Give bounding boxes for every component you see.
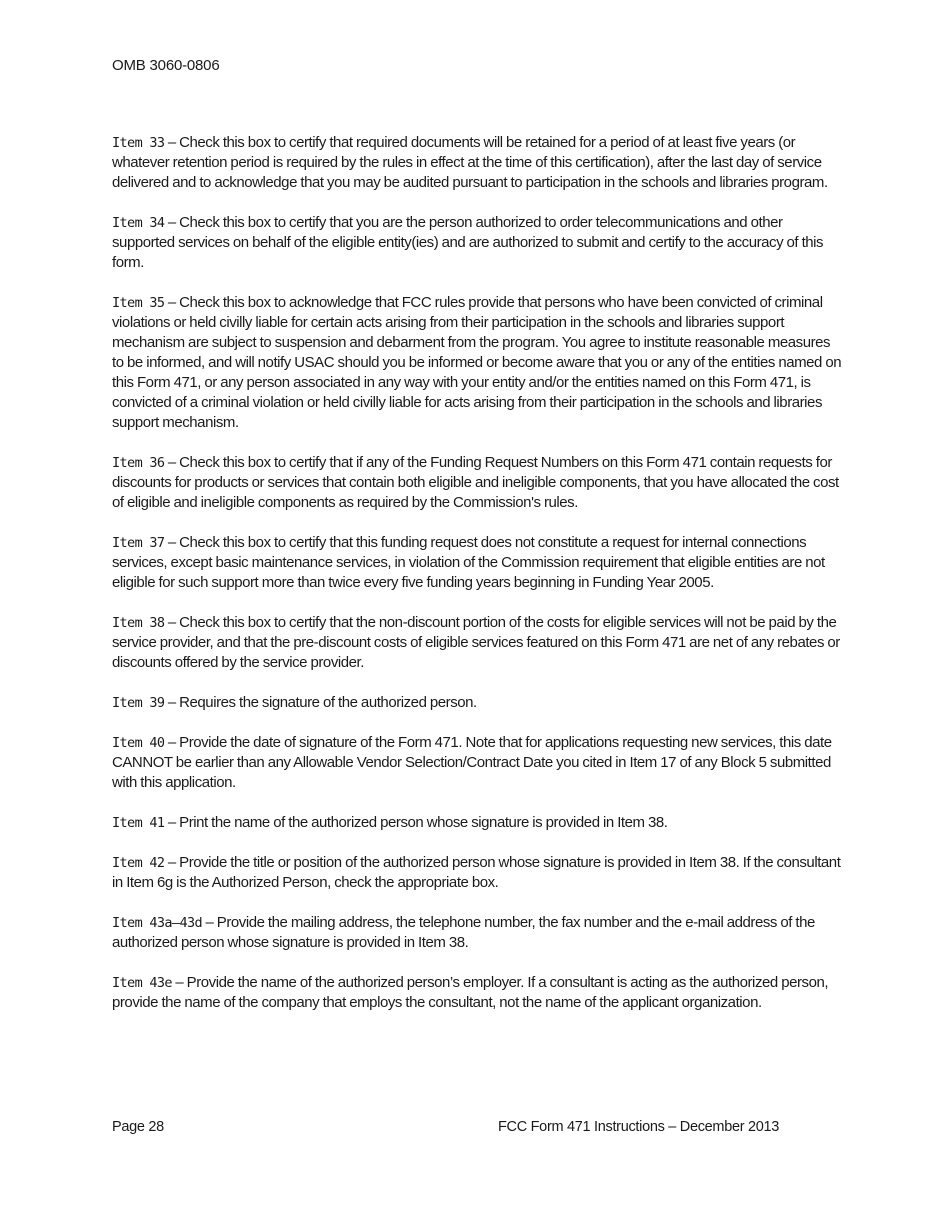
item-42-text: – Provide the title or position of the authorized person whose signature is provided in Item 38. If the consultant in Item 6g is the Authorized Person, check the appropriate box.	[112, 854, 841, 891]
item-43a-43d-text: – Provide the mailing address, the telephone number, the fax number and the e-mail address of the authorized person whose signature is provided in Item 38.	[112, 914, 815, 951]
item-33-paragraph	[112, 133, 842, 193]
item-34-label: Item 34	[112, 215, 165, 231]
item-36-paragraph	[112, 453, 842, 513]
item-36-label: Item 36	[112, 455, 165, 471]
instructions-body	[112, 133, 842, 1033]
item-38-paragraph	[112, 613, 842, 673]
item-39-paragraph	[112, 693, 842, 713]
item-43e-text: – Provide the name of the authorized person’s employer. If a consultant is acting as the authorized person, provide the name of the company that employs the consultant, not the name of the applicant organization.	[112, 974, 829, 1011]
item-42-paragraph	[112, 853, 842, 893]
page-number: Page 28	[112, 1119, 164, 1135]
item-37-text: – Check this box to certify that this funding request does not constitute a request for internal connections services, except basic maintenance services, in violation of the Commission requirement that eligible entities are not eligible for such support more than twice every five funding years beginning in Funding Year 2005.	[112, 534, 825, 591]
item-43e-paragraph	[112, 973, 842, 1013]
item-35-paragraph	[112, 293, 842, 433]
document-title: FCC Form 471 Instructions – December 2013	[498, 1119, 780, 1135]
item-37-label: Item 37	[112, 535, 165, 551]
item-43e-label: Item 43e	[112, 975, 172, 991]
item-34-paragraph	[112, 213, 842, 273]
item-34-text: – Check this box to certify that you are the person authorized to order telecommunications and other supported services on behalf of the eligible entity(ies) and are authorized to submit and certify to the accuracy of this form.	[112, 214, 824, 271]
item-35-text: – Check this box to acknowledge that FCC rules provide that persons who have been convicted of criminal violations or held civilly liable for certain acts arising from their participation in the schools and libraries support mechanism are subject to suspension and debarment from the program. You agree to institute reasonable measures to be informed, and will notify USAC should you be informed or become aware that you or any of the entities named on this Form 471, or any person associated in any way with your entity and/or the entities named on this Form 471, is convicted of a criminal violation or held civilly liable for acts arising from their participation in the schools and libraries support mechanism.	[112, 294, 842, 431]
item-40-paragraph	[112, 733, 842, 793]
item-39-label: Item 39	[112, 695, 165, 711]
item-35-label: Item 35	[112, 295, 165, 311]
item-39-text: – Requires the signature of the authorized person.	[164, 694, 477, 711]
item-40-text: – Provide the date of signature of the Form 471. Note that for applications requesting new services, this date CANNOT be earlier than any Allowable Vendor Selection/Contract Date you cited in Item 17 of any Block 5 submitted with this application.	[112, 734, 832, 791]
item-43a-43d-paragraph	[112, 913, 842, 953]
item-38-text: – Check this box to certify that the non-discount portion of the costs for eligible services will not be paid by the service provider, and that the pre-discount costs of eligible services featured on this Form 471 are net of any rebates or discounts offered by the service provider.	[112, 614, 840, 671]
item-38-label: Item 38	[112, 615, 165, 631]
item-33-text: – Check this box to certify that required documents will be retained for a period of at least five years (or whatever retention period is required by the rules in effect at the time of this certification), after the last day of service delivered and to acknowledge that you may be audited pursuant to participation in the schools and libraries program.	[112, 134, 828, 191]
item-37-paragraph	[112, 533, 842, 593]
item-41-paragraph	[112, 813, 842, 833]
item-36-text: – Check this box to certify that if any of the Funding Request Numbers on this Form 471 contain requests for discounts for products or services that contain both eligible and ineligible components, that you have allocated the cost of eligible and ineligible components as required by the Commission's rules.	[112, 454, 839, 511]
item-42-label: Item 42	[112, 855, 165, 871]
item-33-label: Item 33	[112, 135, 165, 151]
item-41-text: – Print the name of the authorized person whose signature is provided in Item 38.	[164, 814, 668, 831]
item-43a-43d-label: Item 43a–43d	[112, 915, 203, 931]
omb-number: OMB 3060-0806	[112, 57, 220, 74]
item-41-label: Item 41	[112, 815, 165, 831]
item-40-label: Item 40	[112, 735, 165, 751]
